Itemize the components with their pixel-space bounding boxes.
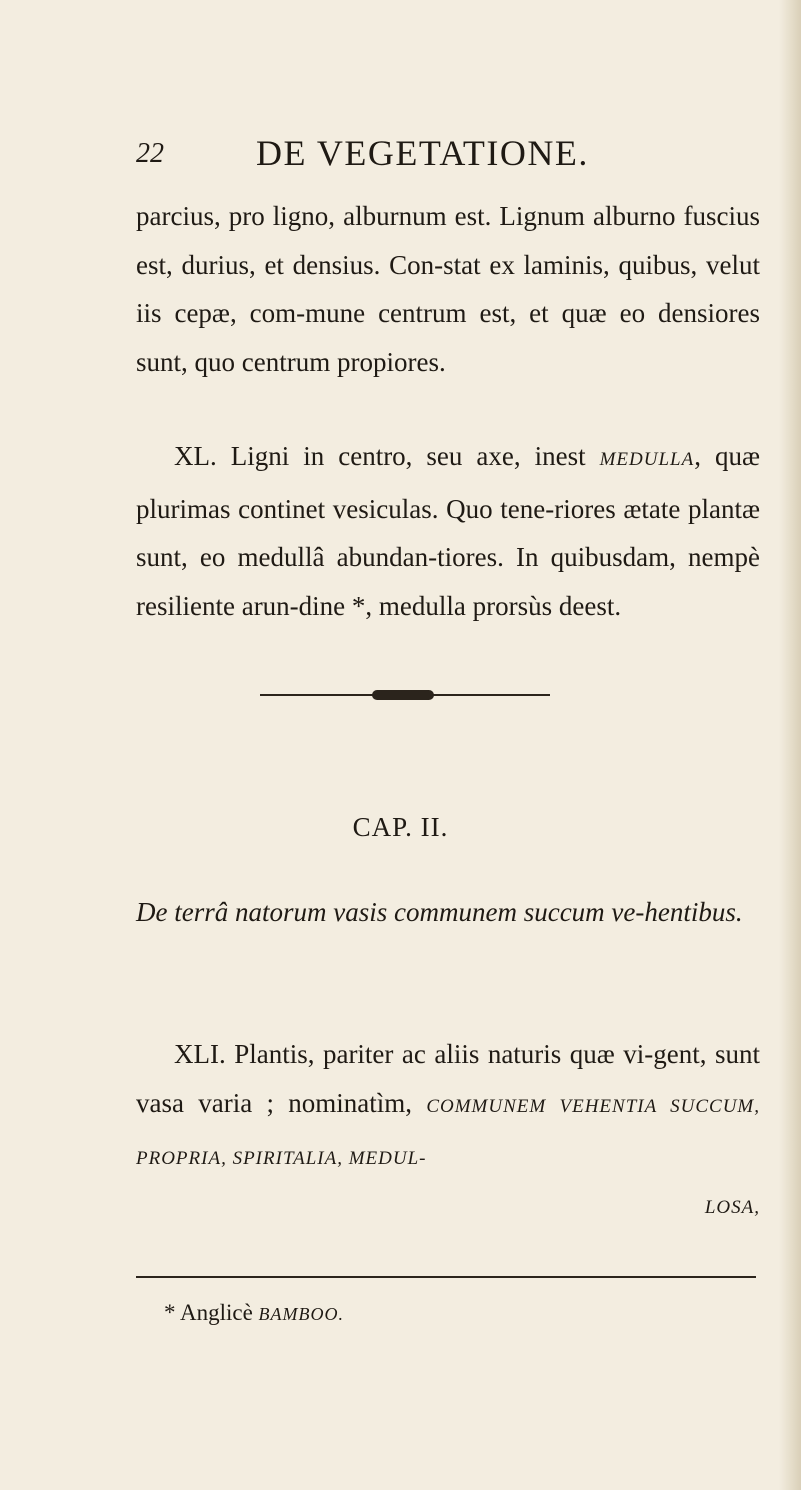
paragraph-text-before: Plantis, pariter ac aliis naturis quæ vi-gent, sunt vasa varia ; nominatìm, xyxy=(136,1039,760,1118)
footnote-term: BAMBOO. xyxy=(258,1304,345,1324)
section-number: XLI. xyxy=(174,1039,226,1069)
term-medulla: MEDULLA xyxy=(599,449,695,470)
section-number: XL. xyxy=(174,441,217,471)
vessel-term-last: LOSA, xyxy=(704,1196,760,1218)
footnote-rule xyxy=(136,1276,756,1278)
chapter-subtitle: De terrâ natorum vasis communem succum ve-hentibus. xyxy=(136,897,743,927)
footnote-marker: * xyxy=(164,1300,176,1325)
page-edge-shadow xyxy=(779,0,801,1490)
divider-center-swell xyxy=(372,690,434,700)
page-number: 22 xyxy=(136,138,164,169)
running-title: DE VEGETATIONE. xyxy=(256,133,589,173)
vessel-terms: COMMUNEM VEHENTIA SUCCUM, PROPRIA, SPIRITALIA, MEDUL- xyxy=(136,1095,761,1169)
paragraph-vasa xyxy=(136,1030,760,1232)
paragraph-alburnum xyxy=(136,192,760,386)
paragraph-medulla xyxy=(136,432,760,630)
chapter-heading: CAP. II. xyxy=(352,812,449,842)
paragraph-text-before: Ligni in centro, seu axe, inest xyxy=(216,441,600,471)
footnote-text: Anglicè xyxy=(175,1300,259,1325)
footnote xyxy=(164,1300,764,1326)
paragraph-text: parcius, pro ligno, alburnum est. Lignum alburno fuscius est, durius, et densius. Con-stat ex laminis, quibus, velut iis cepæ, com-mune centrum est, et quæ eo densiores sunt, quo centrum propiores. xyxy=(136,201,760,377)
ornamental-divider xyxy=(260,688,550,702)
page-header xyxy=(136,132,756,180)
paragraph-text-after: , quæ plurimas continet vesiculas. Quo tene-riores ætate plantæ sunt, eo medullâ abundan-tiores. In quibusdam, nempè resiliente arun-dine *, medulla prorsùs deest. xyxy=(136,441,760,621)
